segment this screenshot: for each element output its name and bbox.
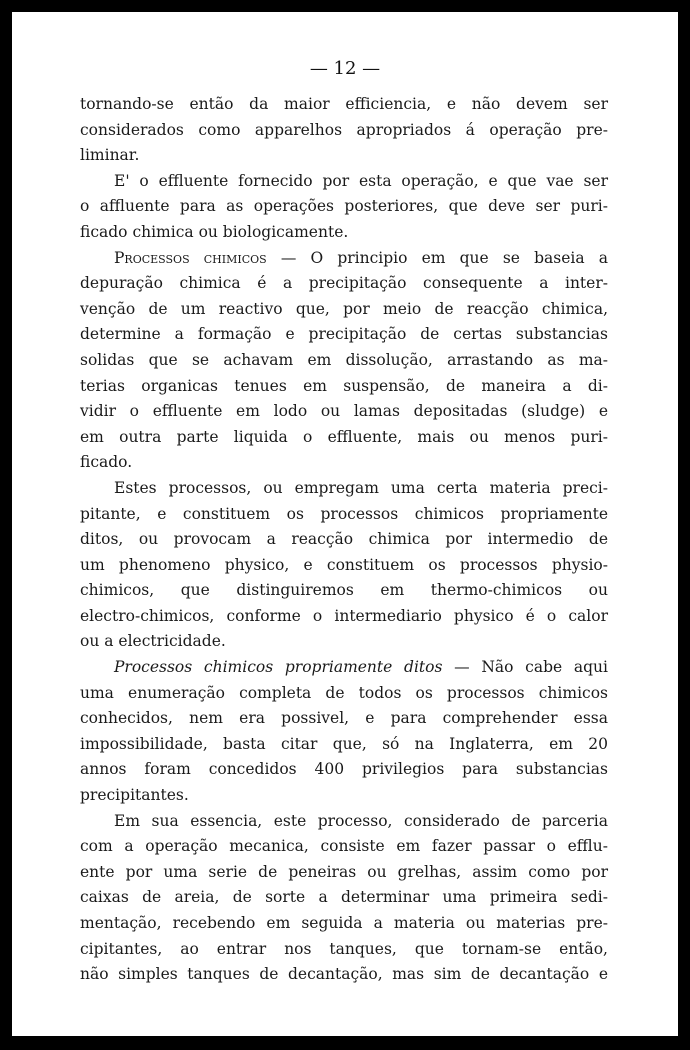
text-line: ficado chimica ou biologicamente. [80,222,349,241]
text-line: precipitantes. [80,786,189,805]
text-line: electro-chimicos, conforme o intermediario physico é o calor [80,606,608,625]
text-line: não simples tanques de decantação, mas sim de decantação e [80,965,608,984]
text-line: Processos chimicos propriamente ditos — Não cabe aqui [114,658,608,677]
text-line: um phenomeno physico, e constituem os processos physio- [80,555,608,574]
page-number: — 12 — [309,58,381,79]
text-line: cipitantes, ao entrar nos tanques, que tornam-se então, [80,939,608,958]
text-line: em outra parte liquida o effluente, mais ou menos puri- [80,427,608,446]
text-line: o affluente para as operações posteriores, que deve ser puri- [80,197,608,216]
text-line: vidir o effluente em lodo ou lamas depositadas (sludge) e [80,402,608,421]
text-line: mentação, recebendo em seguida a materia ou materias pre- [80,914,608,932]
body-text [80,92,608,988]
text-line: Em sua essencia, este processo, considerado de parceria [114,811,608,830]
text-line: ficado. [80,453,133,472]
text-line: Processos chimicos — O principio em que se baseia a [114,248,608,267]
text-line: impossibilidade, basta citar que, só na Inglaterra, em 20 [80,734,608,753]
section-heading: Processos chimicos [114,248,267,267]
paragraph-3 [80,246,608,476]
text-line: considerados como apparelhos apropriados á operação pre- [80,120,608,139]
text-line: ditos, ou provocam a reacção chimica por intermedio de [80,530,608,549]
text-line: E' o effluente fornecido por esta operação, e que vae ser [114,171,608,190]
text-line: solidas que se achavam em dissolução, arrastando as ma- [80,350,608,369]
paragraph-6 [80,809,608,988]
text-line: liminar. [80,146,140,165]
text-line: determine a formação e precipitação de certas substancias [80,325,608,344]
text-line: caixas de areia, de sorte a determinar uma primeira sedi- [80,888,608,907]
text-line: venção de um reactivo que, por meio de reacção chimica, [80,299,608,318]
text-line: Estes processos, ou empregam uma certa materia preci- [114,478,608,497]
section-heading: Processos chimicos propriamente ditos [114,658,443,677]
book-page [12,12,678,1036]
paragraph-2 [80,169,608,246]
text-line: conhecidos, nem era possivel, e para comprehender essa [80,709,608,728]
text-line: annos foram concedidos 400 privilegios para substancias [80,760,608,779]
text-line: tornando-se então da maior efficiencia, e não devem ser [80,95,608,113]
text-line: depuração chimica é a precipitação consequente a inter- [80,274,608,293]
text-line: pitante, e constituem os processos chimicos propriamente [80,504,608,523]
text-line: terias organicas tenues em suspensão, de maneira a di- [80,376,608,395]
paragraph-5 [80,655,608,809]
text-line: com a operação mecanica, consiste em fazer passar o efflu- [80,837,608,856]
paragraph-1 [80,92,608,169]
text-line: uma enumeração completa de todos os processos chimicos [80,683,608,702]
text-line: ente por uma serie de peneiras ou grelhas, assim como por [80,862,608,881]
paragraph-4 [80,476,608,655]
text-line: ou a electricidade. [80,632,226,651]
text-line: chimicos, que distinguiremos em thermo-chimicos ou [80,581,608,600]
